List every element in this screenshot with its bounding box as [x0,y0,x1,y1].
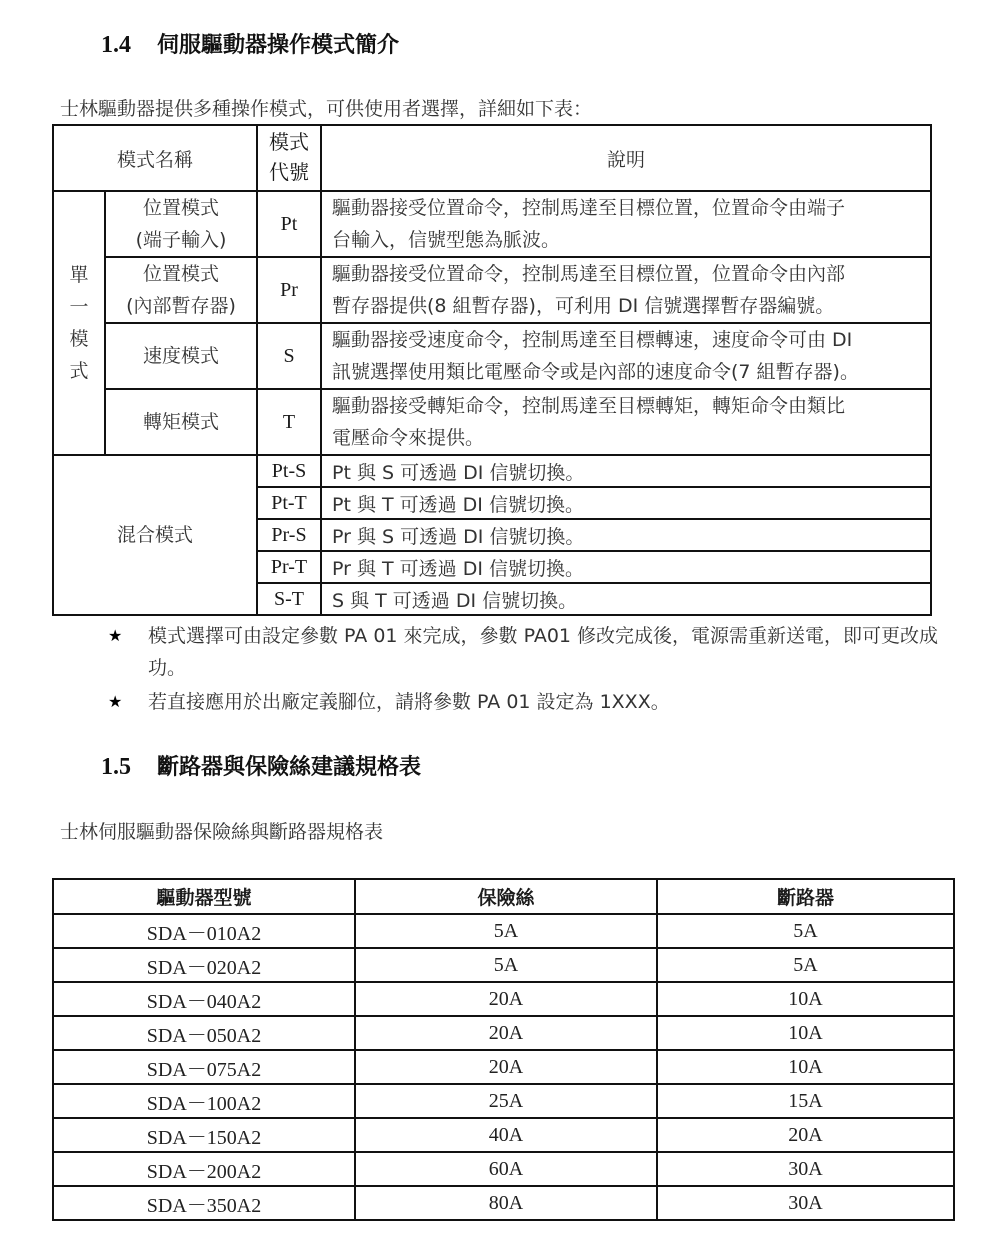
header-mode-code-line2: 代號 [269,162,309,184]
section-title: 斷路器與保險絲建議規格表 [157,755,422,780]
description-line1: 驅動器接受轉矩命令，控制馬達至目標轉矩，轉矩命令由類比 [332,395,846,417]
note-item [108,686,968,718]
star-icon: ★ [108,626,123,645]
table-row [53,1084,954,1118]
driver-model-cell: SDA－040A2 [53,982,355,1016]
mode-name: 轉矩模式 [105,389,257,455]
mode-intro-text: 士林驅動器提供多種操作模式，可供使用者選擇，詳細如下表： [60,98,593,120]
section-number: 1.4 [101,32,131,58]
header-mode-code [257,125,321,191]
table-row [53,1186,954,1220]
table-row [53,1118,954,1152]
mode-description: S 與 T 可透過 DI 信號切換。 [321,583,931,615]
notes-list [108,620,968,720]
table-row [53,191,931,257]
driver-model-cell: SDA－350A2 [53,1186,355,1220]
mode-description: Pr 與 T 可透過 DI 信號切換。 [321,551,931,583]
breaker-cell: 30A [657,1186,954,1220]
mode-description: Pr 與 S 可透過 DI 信號切換。 [321,519,931,551]
mode-code: S-T [257,583,321,615]
driver-model-cell: SDA－150A2 [53,1118,355,1152]
driver-model-cell: SDA－010A2 [53,914,355,948]
spec-intro-text: 士林伺服驅動器保險絲與斷路器規格表 [60,821,384,843]
mode-description [321,257,931,323]
description-line2: 暫存器提供(8 組暫存器)，可利用 DI 信號選擇暫存器編號。 [332,295,835,317]
fuse-cell: 25A [355,1084,657,1118]
operation-mode-table [52,124,932,616]
mode-code: Pr [257,257,321,323]
description-line1: 驅動器接受位置命令，控制馬達至目標位置，位置命令由端子 [332,197,846,219]
mixed-mode-group-label: 混合模式 [53,455,257,615]
note-text: 模式選擇可由設定參數 PA 01 來完成，參數 PA01 修改完成後，電源需重新送電，即可更改成功。 [148,625,939,679]
section-title: 伺服驅動器操作模式簡介 [157,33,400,58]
fuse-cell: 5A [355,914,657,948]
mode-code: Pr-S [257,519,321,551]
section-heading-1-4 [101,28,399,59]
group-char: 模 [69,328,89,350]
fuse-cell: 5A [355,948,657,982]
group-char: 單 [69,264,89,286]
mode-description [321,191,931,257]
driver-model-cell: SDA－075A2 [53,1050,355,1084]
driver-model-cell: SDA－200A2 [53,1152,355,1186]
mode-code: Pr-T [257,551,321,583]
fuse-cell: 80A [355,1186,657,1220]
star-icon: ★ [108,692,123,711]
mode-name-line2: (端子輸入) [135,229,227,251]
note-text: 若直接應用於出廠定義腳位，請將參數 PA 01 設定為 1XXX。 [148,691,670,713]
table-row [53,323,931,389]
description-line1: 驅動器接受速度命令，控制馬達至目標轉速，速度命令可由 DI [332,329,853,351]
mode-name-line1: 位置模式 [142,263,219,285]
table-row [53,389,931,455]
header-breaker: 斷路器 [657,879,954,914]
table-row [53,914,954,948]
breaker-cell: 10A [657,1050,954,1084]
mode-code: S [257,323,321,389]
driver-model-cell: SDA－100A2 [53,1084,355,1118]
group-char: 一 [69,296,89,318]
table-row [53,455,931,487]
section-number: 1.5 [101,754,131,780]
breaker-cell: 10A [657,982,954,1016]
mode-code: Pt [257,191,321,257]
driver-model-cell: SDA－050A2 [53,1016,355,1050]
mode-description: Pt 與 T 可透過 DI 信號切換。 [321,487,931,519]
fuse-cell: 40A [355,1118,657,1152]
mode-code: T [257,389,321,455]
breaker-cell: 5A [657,948,954,982]
table-row [53,982,954,1016]
fuse-cell: 60A [355,1152,657,1186]
mode-name: 速度模式 [105,323,257,389]
group-char: 式 [69,360,89,382]
breaker-cell: 5A [657,914,954,948]
mode-code: Pt-T [257,487,321,519]
table-row [53,1016,954,1050]
note-item [108,620,968,684]
mode-code: Pt-S [257,455,321,487]
table-row [53,948,954,982]
description-line2: 台輸入，信號型態為脈波。 [332,229,561,251]
driver-model-cell: SDA－020A2 [53,948,355,982]
fuse-cell: 20A [355,1016,657,1050]
mode-name-line1: 位置模式 [142,197,219,219]
spec-table-body [53,914,954,1220]
table-row [53,257,931,323]
header-description: 說明 [321,125,931,191]
description-line2: 電壓命令來提供。 [332,427,485,449]
table-row [53,1050,954,1084]
table-header-row [53,879,954,914]
mode-name [105,257,257,323]
header-driver-model: 驅動器型號 [53,879,355,914]
breaker-cell: 15A [657,1084,954,1118]
single-mode-group-label [53,191,105,455]
mode-description: Pt 與 S 可透過 DI 信號切換。 [321,455,931,487]
description-line1: 驅動器接受位置命令，控制馬達至目標位置，位置命令由內部 [332,263,846,285]
mode-name-line2: (內部暫存器) [126,295,236,317]
table-header-row [53,125,931,191]
description-line2: 訊號選擇使用類比電壓命令或是內部的速度命令(7 組暫存器)。 [332,361,859,383]
fuse-cell: 20A [355,982,657,1016]
breaker-cell: 20A [657,1118,954,1152]
table-row [53,1152,954,1186]
breaker-cell: 30A [657,1152,954,1186]
header-mode-code-line1: 模式 [269,132,309,154]
section-heading-1-5 [101,750,421,781]
fuse-cell: 20A [355,1050,657,1084]
breaker-fuse-spec-table [52,878,955,1221]
mode-name [105,191,257,257]
header-mode-name: 模式名稱 [53,125,257,191]
mode-description [321,389,931,455]
breaker-cell: 10A [657,1016,954,1050]
header-fuse: 保險絲 [355,879,657,914]
mode-description [321,323,931,389]
